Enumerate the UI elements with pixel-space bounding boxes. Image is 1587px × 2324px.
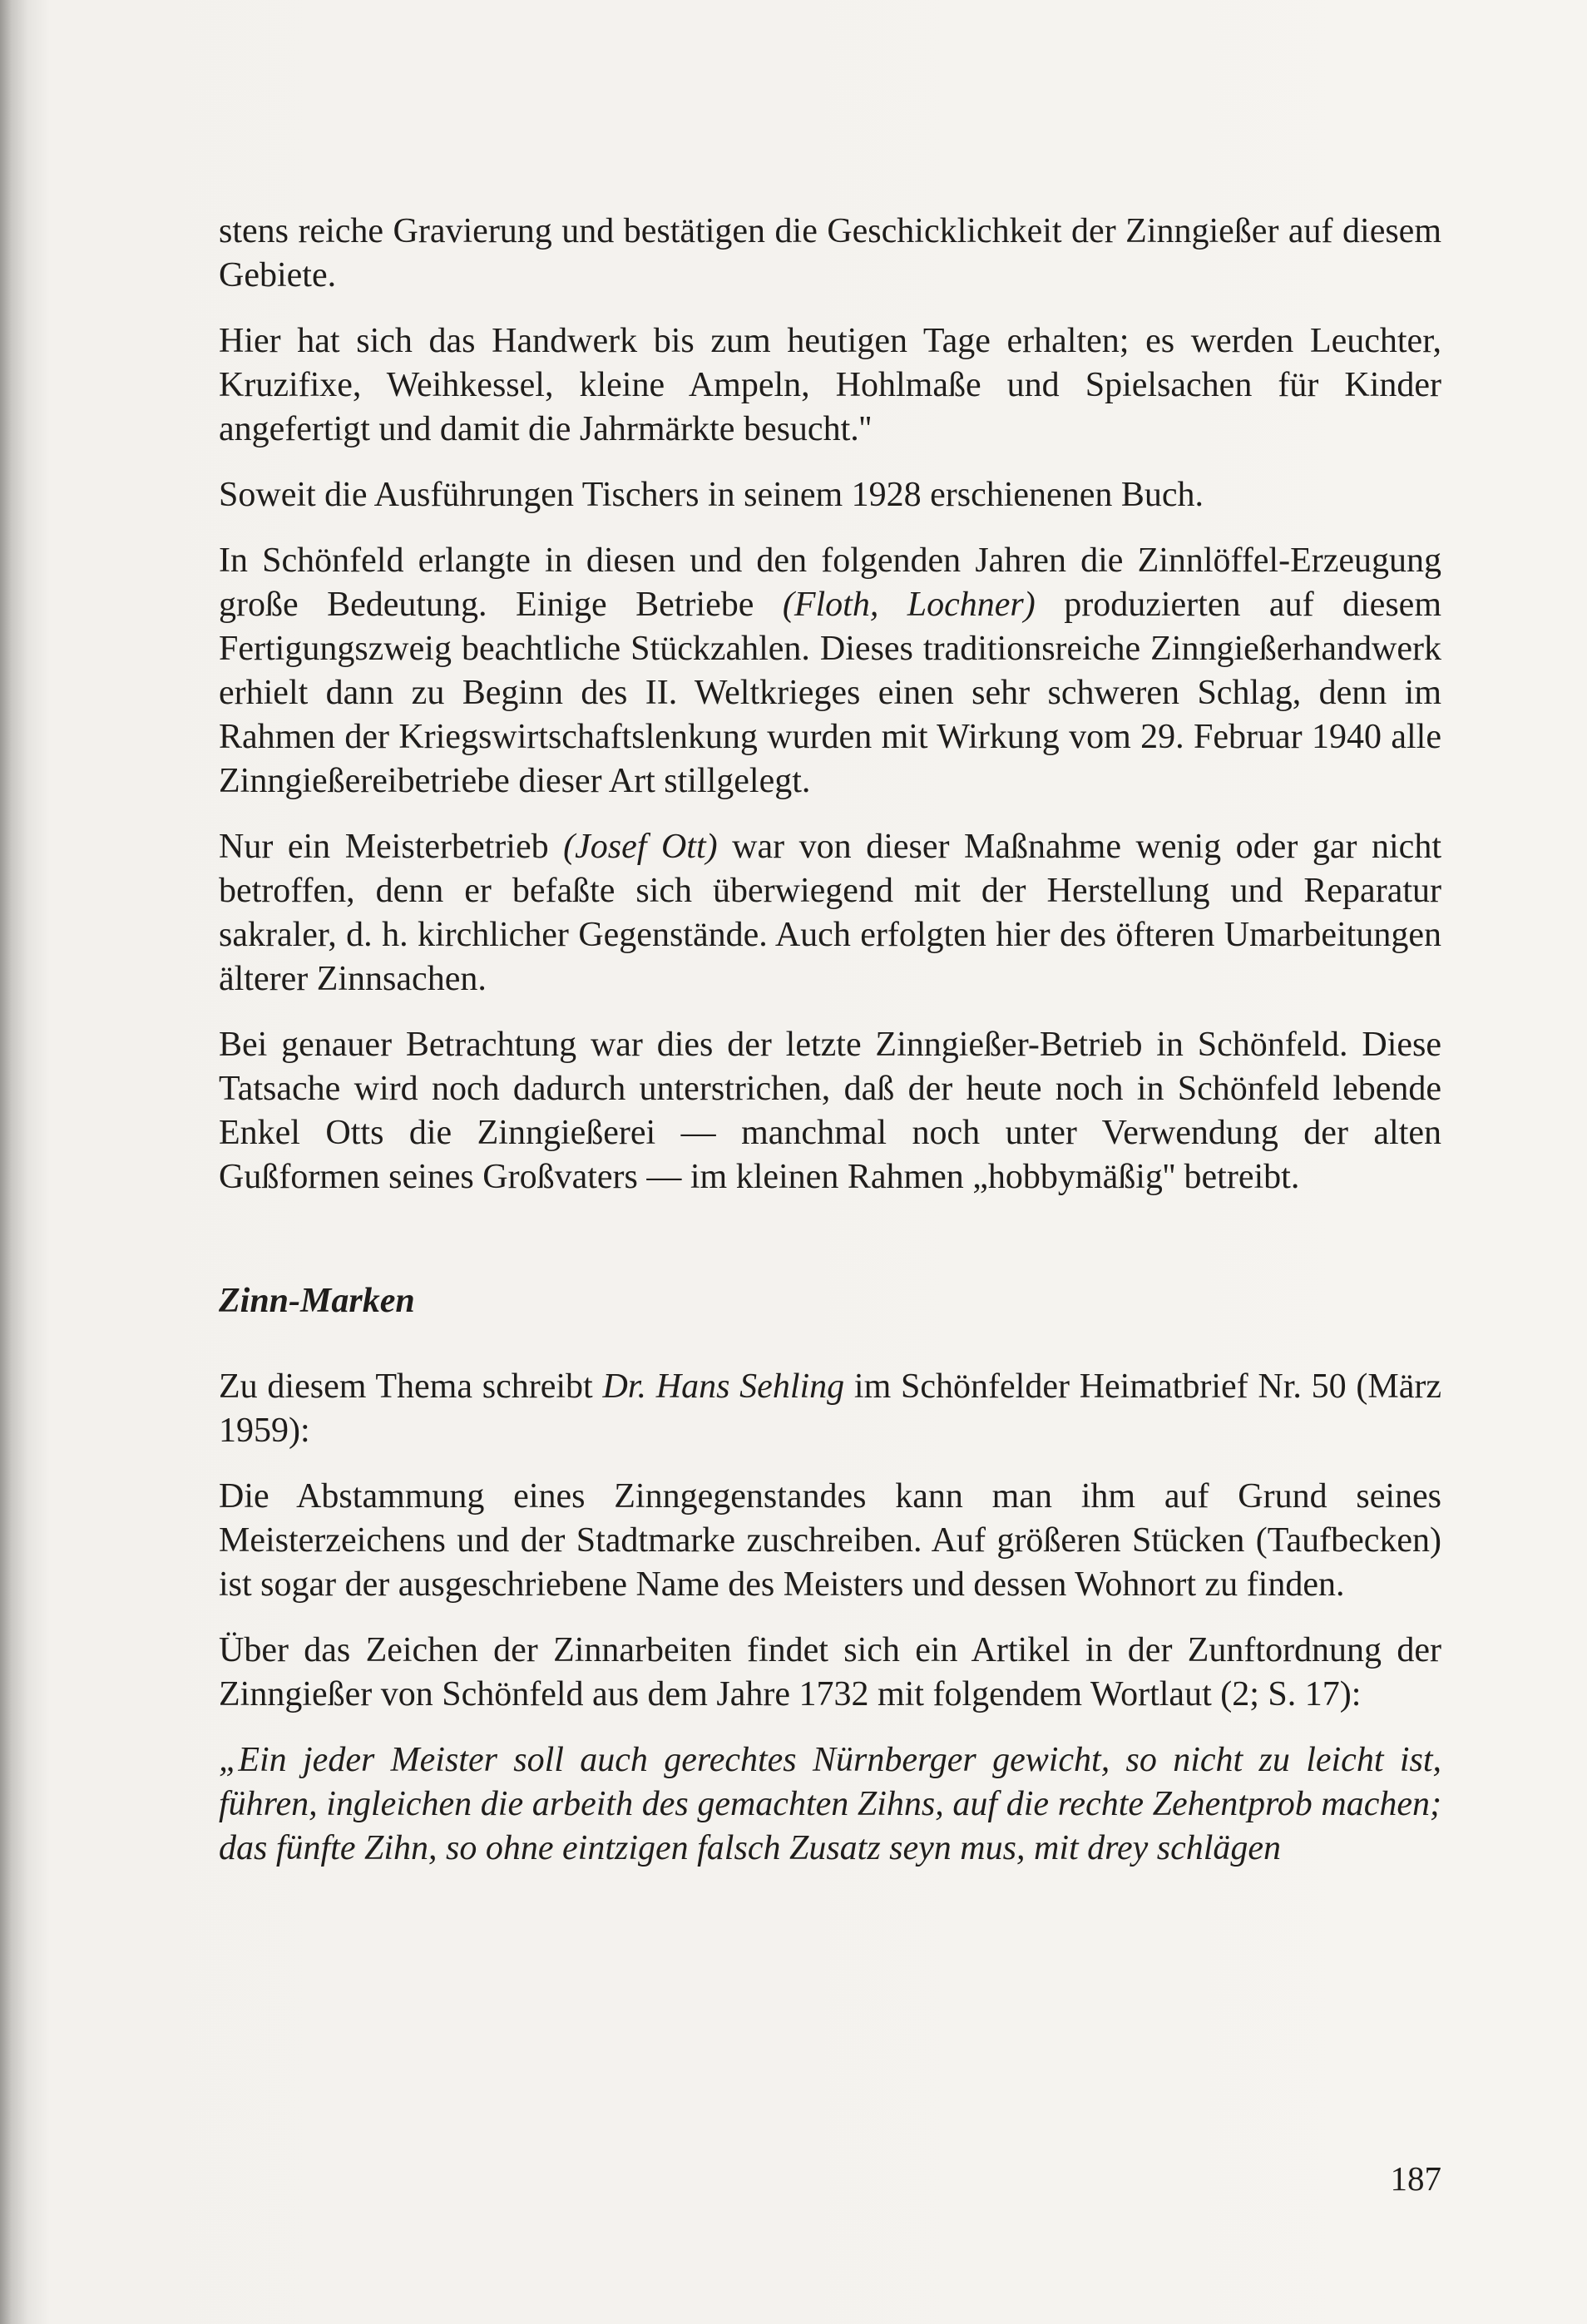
paragraph-3: Soweit die Ausführungen Tischers in seinem 1928 erschienenen Buch. [219, 476, 1204, 514]
paragraph-5-text-a: Nur ein Meisterbetrieb [219, 828, 564, 866]
body-text [219, 210, 1441, 1871]
section-paragraph-1-author: Dr. Hans Sehling [602, 1367, 845, 1406]
paragraph-4 [219, 539, 1441, 804]
paragraph-4-text-c: produzierten auf diesem Fertigungszweig beachtliche Stückzahlen. Dieses traditionsreiche Zinngießerhandwerk erhielt dann zu Beginn des II. Weltkrieges einen sehr schweren Schlag, denn im Rahmen der Kriegswirtschaftslenkung wurden mit Wirkung vom 29. Februar 1940 alle Zinngießereibetriebe dieser Art stillgelegt. [219, 586, 1441, 800]
page-number: 187 [1390, 2159, 1441, 2198]
paragraph-5-text-c: war von dieser Maßnahme wenig oder gar nicht betroffen, denn er befaßte sich überwiegend mit der Herstellung und Reparatur sakraler, d. h. kirchlicher Gegenstände. Auch erfolgten hier des öfteren Umarbeitungen älterer Zinnsachen. [219, 828, 1441, 998]
paragraph-4-text-a: In Schönfeld erlangte in diesen und den folgenden Jahren die Zinnlöffel-Erzeugung große Bedeutung. Einige Betriebe [219, 541, 1441, 624]
paragraph-5 [219, 825, 1441, 1001]
section-paragraph-1-text-c: im Schönfelder Heimatbrief Nr. 50 (März 1959): [219, 1367, 1441, 1450]
paragraph-2: Hier hat sich das Handwerk bis zum heutigen Tage erhalten; es werden Leuchter, Kruzifixe, Weihkessel, kleine Ampeln, Hohlmaße und Spielsachen für Kinder angefertigt und damit die Jahrmärkte besucht.'' [219, 322, 1441, 448]
paragraph-4-companies: (Floth, Lochner) [782, 586, 1036, 624]
section-heading: Zinn-Marken [219, 1282, 415, 1320]
section-paragraph-1 [219, 1365, 1441, 1453]
section-paragraph-1-text-a: Zu diesem Thema schreibt [219, 1367, 603, 1406]
section-paragraph-3: Über das Zeichen der Zinnarbeiten findet sich ein Artikel in der Zunftordnung der Zinngießer von Schönfeld aus dem Jahre 1732 mit folgendem Wortlaut (2; S. 17): [219, 1631, 1441, 1713]
section-quote: „Ein jeder Meister soll auch gerechtes Nürnberger gewicht, so nicht zu leicht ist, führen, ingleichen die arbeith des gemachten Zihns, auf die rechte Zehentprob machen; das fünfte Zihn, so ohne eintzigen falsch Zusatz seyn mus, mit drey schlägen [219, 1741, 1441, 1867]
paragraph-5-master-name: (Josef Ott) [563, 828, 718, 866]
section-paragraph-2: Die Abstammung eines Zinngegenstandes kann man ihm auf Grund seines Meisterzeichens und der Stadtmarke zuschreiben. Auf größeren Stücken (Taufbecken) ist sogar der ausgeschriebene Name des Meisters und dessen Wohnort zu finden. [219, 1477, 1441, 1604]
paragraph-1: stens reiche Gravierung und bestätigen die Geschicklichkeit der Zinngießer auf diesem Gebiete. [219, 212, 1441, 294]
paragraph-6: Bei genauer Betrachtung war dies der letzte Zinngießer-Betrieb in Schönfeld. Diese Tatsache wird noch dadurch unterstrichen, daß der heute noch in Schönfeld lebende Enkel Otts die Zinngießerei — manchmal noch unter Verwendung der alten Gußformen seines Großvaters — im kleinen Rahmen „hobbymäßig'' betreibt. [219, 1026, 1441, 1196]
